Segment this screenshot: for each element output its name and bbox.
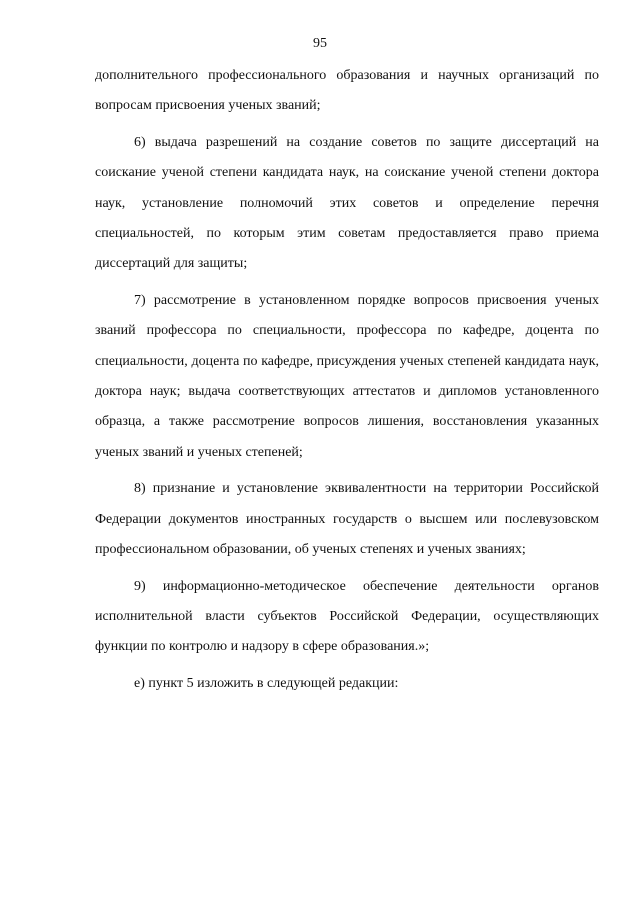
paragraph-item-e: е) пункт 5 изложить в следующей редакции: bbox=[134, 675, 399, 691]
page-number: 95 bbox=[313, 36, 327, 51]
paragraph-item-7: 7) рассмотрение в установленном порядке вопросов присвоения ученых званий профессора по специальности, профессора по кафедре, доцента по специальности, доцента по кафедре, присуждения ученых степеней кандидата наук, доктора наук; выдача соответствующих аттестатов и дипломов установленного образца, а также рассмотрение вопросов лишения, восстановления указанных ученых званий и ученых степеней; bbox=[95, 292, 599, 460]
paragraph-continuation: дополнительного профессионального образования и научных организаций по вопросам присвоения ученых званий; bbox=[95, 68, 599, 114]
paragraph-item-6: 6) выдача разрешений на создание советов по защите диссертаций на соискание ученой степени кандидата наук, на соискание ученой степени доктора наук, установление полномочий этих советов и определение перечня специальностей, по которым этим советам предоставляется право приема диссертаций для защиты; bbox=[95, 134, 599, 272]
paragraph-item-8: 8) признание и установление эквивалентности на территории Российской Федерации документов иностранных государств о высшем или послевузовском профессиональном образовании, об ученых степенях и ученых званиях; bbox=[95, 481, 599, 558]
document-body bbox=[95, 61, 599, 705]
paragraph-item-9: 9) информационно-методическое обеспечение деятельности органов исполнительной власти субъектов Российской Федерации, осуществляющих функции по контролю и надзору в сфере образования.»; bbox=[95, 578, 599, 655]
